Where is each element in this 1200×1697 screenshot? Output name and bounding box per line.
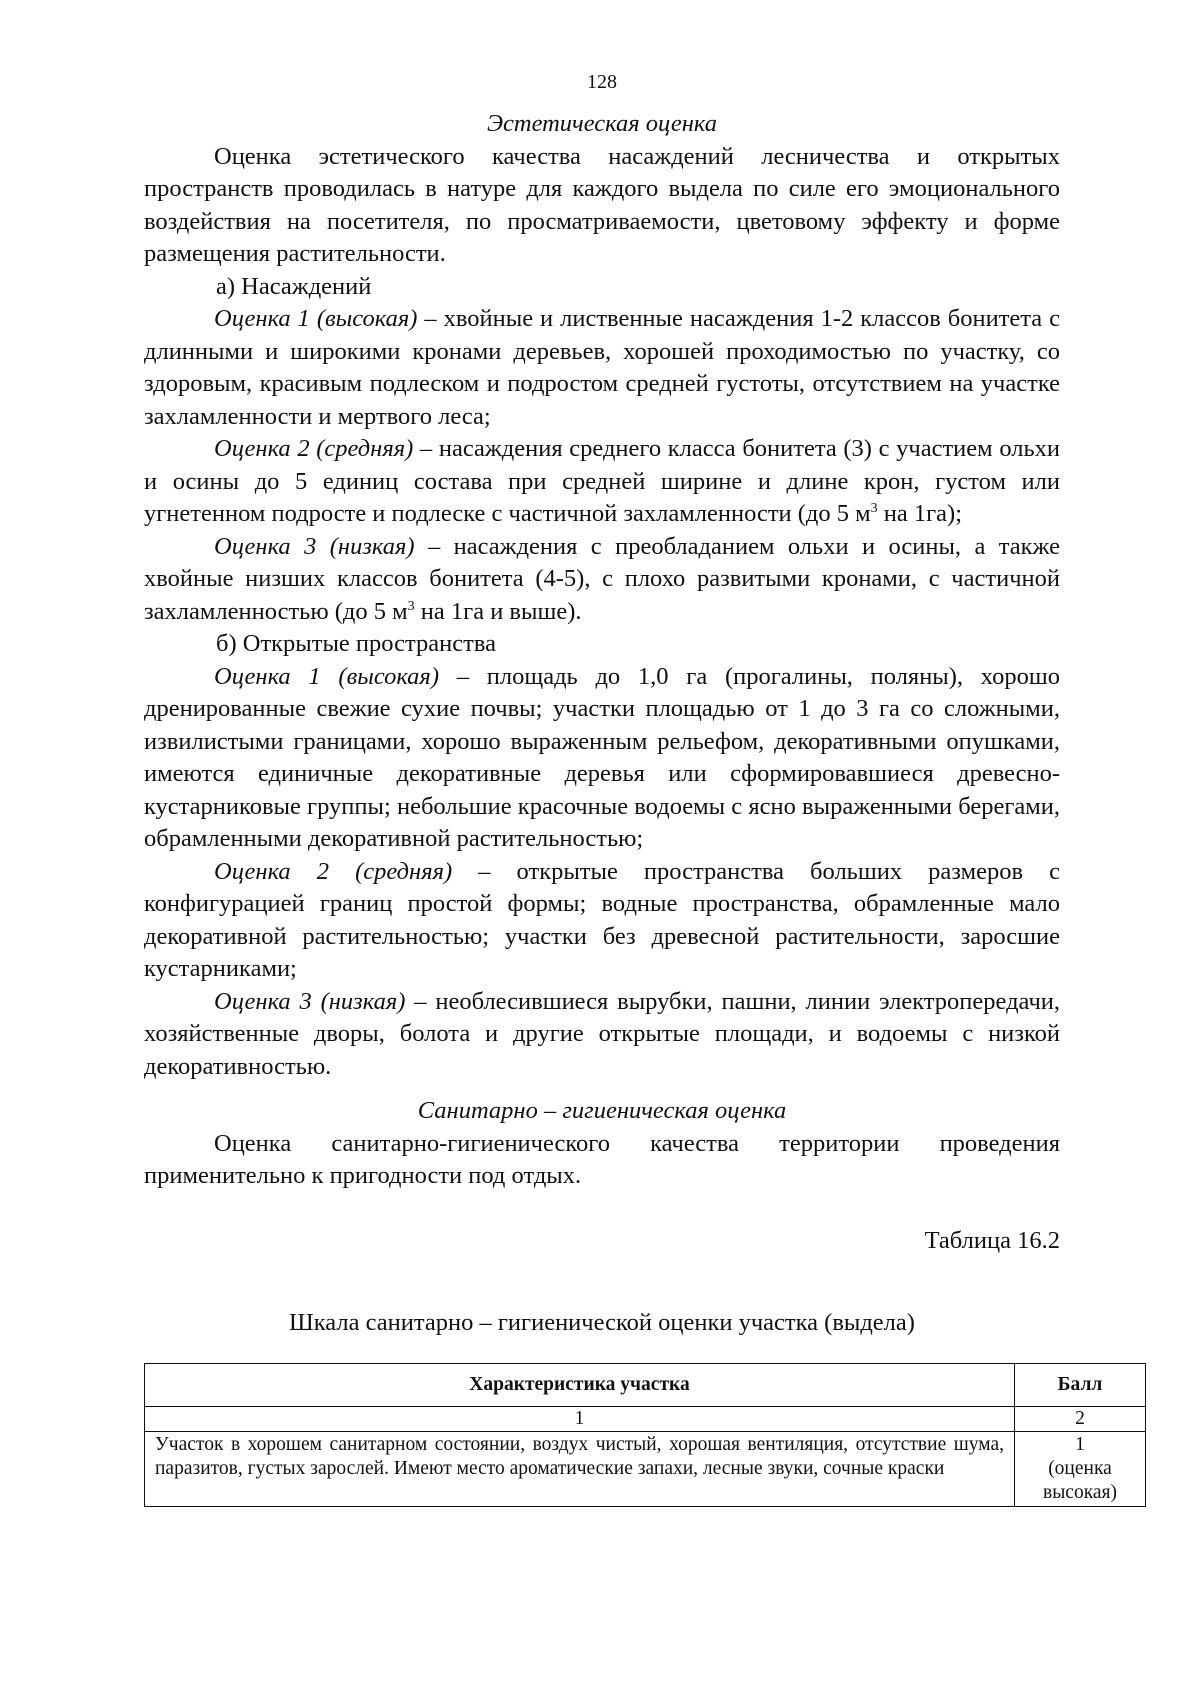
open-grade-1-paragraph	[144, 661, 1060, 856]
page-number: 128	[587, 71, 617, 93]
open-grade-3-paragraph	[144, 986, 1060, 1084]
table-label: Таблица 16.2	[924, 1226, 1060, 1254]
grade-label: Оценка 1 (высокая)	[214, 662, 439, 690]
superscript: 3	[407, 598, 415, 614]
superscript: 3	[870, 501, 878, 516]
header-characteristic: Характеристика участка	[145, 1363, 1015, 1406]
column-number-2: 2	[1015, 1406, 1146, 1431]
open-grade-2-paragraph	[144, 856, 1060, 986]
stands-grade-3-paragraph	[144, 531, 1060, 629]
grade-label: Оценка 2 (средняя)	[214, 857, 453, 885]
header-score: Балл	[1015, 1363, 1146, 1406]
row-description: Участок в хорошем санитарном состоянии, воздух чистый, хорошая вентиляция, отсутствие шума, паразитов, густых зарослей. Имеют место ароматические запахи, лесные звуки, сочные краски	[145, 1431, 1015, 1506]
grade-text: – насаждения среднего класса бонитета (3) с участием ольхи и осины до 5 единиц состава при средней ширине и длине крон, густом или угнетенном подросте и подлеске с частичной захламленности (до 5 м	[144, 435, 1061, 527]
grade-text-tail: на 1га и выше).	[414, 597, 582, 625]
grade-text-tail: на 1га);	[877, 500, 963, 527]
grade-label: Оценка 3 (низкая)	[214, 987, 406, 1015]
subheading-open-spaces: б) Открытые пространства	[216, 630, 496, 657]
stands-grade-1-paragraph	[144, 303, 1060, 433]
grade-label: Оценка 2 (средняя)	[214, 435, 414, 462]
grade-text: – площадь до 1,0 га (прогалины, поляны), хорошо дренированные свежие сухие почвы; участки площадью от 1 до 3 га со сложными, извилистыми границами, хорошо выраженным рельефом, декоративными опушками, имеются единичные декоративные деревья или сформировавшиеся древесно-кустарниковые группы; небольшие красочные водоемы с ясно выраженными берегами, обрамленными декоративной растительностью;	[144, 662, 1060, 852]
grade-label: Оценка 3 (низкая)	[214, 532, 415, 560]
section-title-sanitary: Санитарно – гигиеническая оценка	[417, 1097, 787, 1124]
grade-label: Оценка 1 (высокая)	[214, 305, 418, 332]
aesthetic-intro-paragraph: Оценка эстетического качества насаждений лесничества и открытых пространств проводилась в натуре для каждого выдела по силе его эмоционального воздействия на посетителя, по просматриваемости, цветовому эффекту и форме размещения растительности.	[144, 142, 1060, 267]
score-note: высокая)	[1042, 1481, 1117, 1503]
table-row	[145, 1431, 1146, 1506]
sanitary-scale-table	[144, 1363, 1146, 1507]
score-note: (оценка	[1048, 1457, 1112, 1479]
table-header-row	[145, 1363, 1146, 1406]
stands-grade-2-paragraph	[144, 433, 1060, 531]
table-caption: Шкала санитарно – гигиенической оценки участка (выдела)	[289, 1309, 915, 1336]
table-column-number-row	[145, 1406, 1146, 1431]
grade-text: – хвойные и лиственные насаждения 1-2 классов бонитета с длинными и широкими кронами деревьев, хорошей проходимостью по участку, со здоровым, красивым подлеском и подростом средней густоты, отсутствием на участке захламленности и мертвого леса;	[144, 305, 1061, 430]
score-value: 1	[1075, 1433, 1085, 1455]
grade-text: – открытые пространства больших размеров с конфигурацией границ простой формы; водные пространства, обрамленные мало декоративной растительностью; участки без древесной растительности, заросшие кустарниками;	[144, 857, 1061, 982]
grade-text: – необлесившиеся вырубки, пашни, линии электропередачи, хозяйственные дворы, болота и другие открытые площади, и водоемы с низкой декоративностью.	[144, 987, 1061, 1080]
section-title-aesthetic: Эстетическая оценка	[486, 110, 718, 137]
column-number-1: 1	[145, 1406, 1015, 1431]
grade-text: – насаждения с преобладанием ольхи и осины, а также хвойные низших классов бонитета (4-5), с плохо развитыми кронами, с частичной захламленностью (до 5 м	[144, 532, 1061, 625]
subheading-stands: а) Насаждений	[216, 272, 372, 300]
sanitary-intro-paragraph: Оценка санитарно-гигиенического качества территории проведения применительно к пригодности под отдых.	[144, 1129, 1060, 1189]
row-score	[1015, 1431, 1146, 1506]
